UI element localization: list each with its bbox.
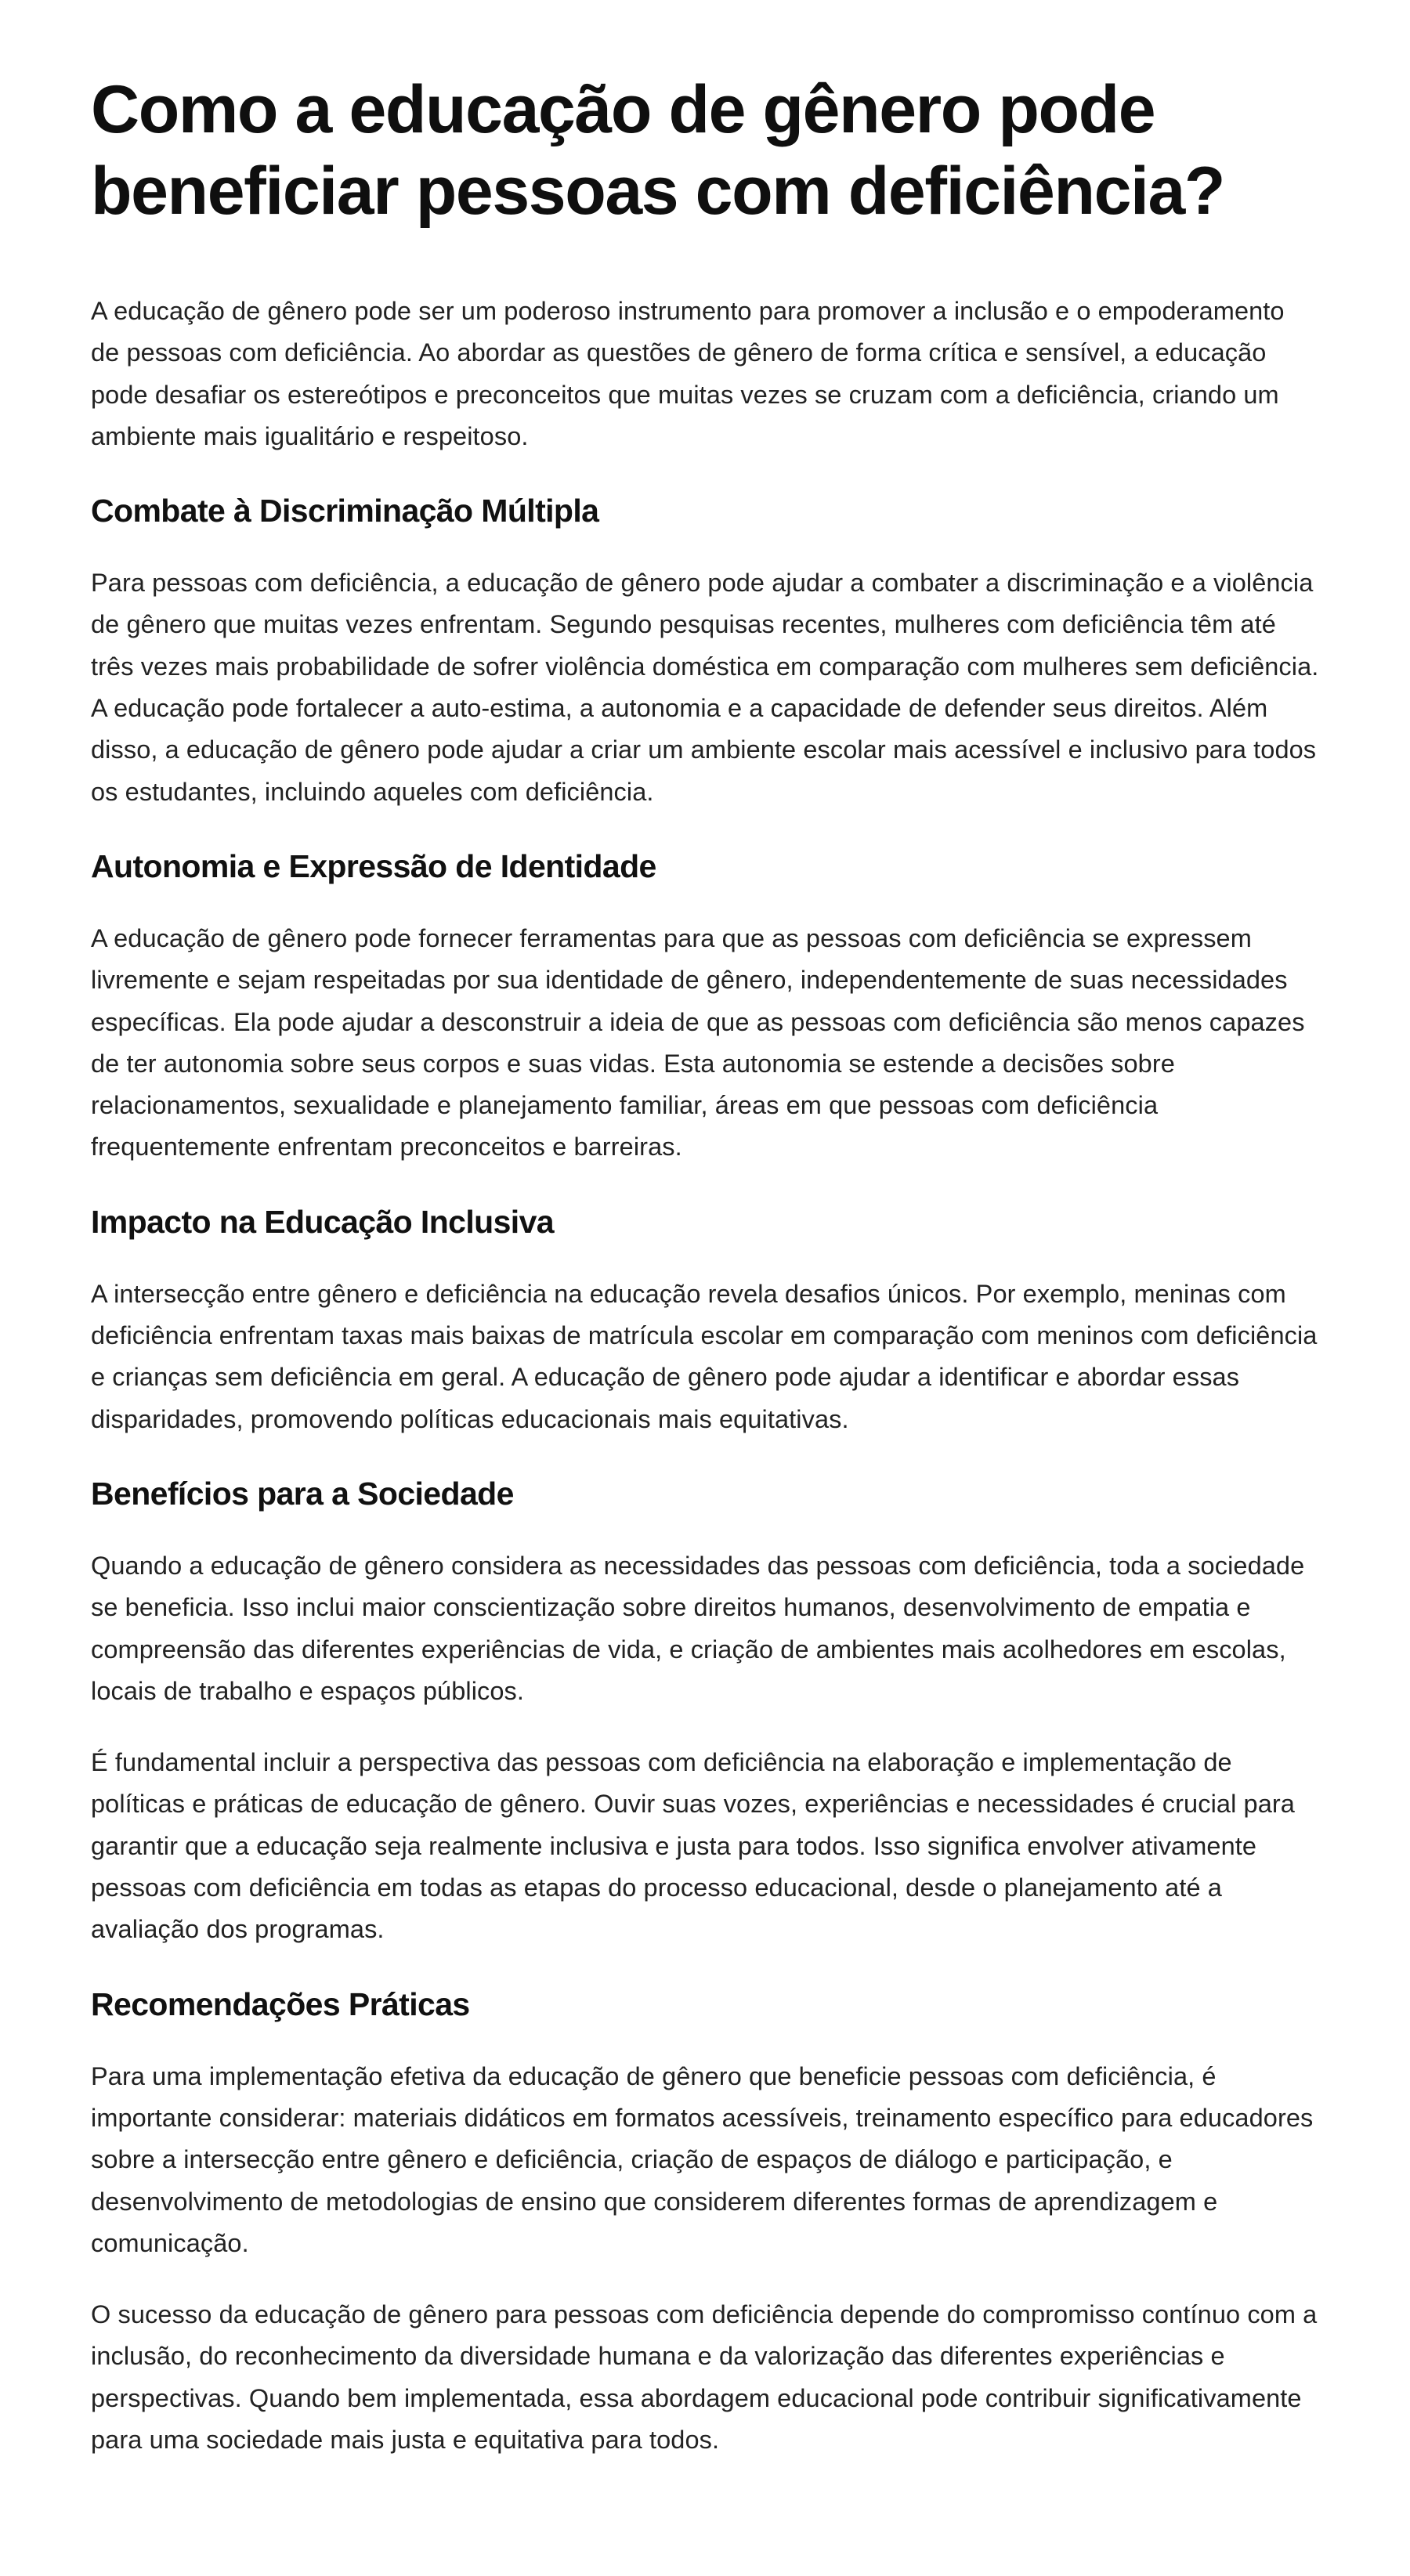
- section-paragraph: É fundamental incluir a perspectiva das pessoas com deficiência na elaboração e implementação de políticas e práticas de educação de gênero. Ouvir suas vozes, experiências e necessidades é crucial para garantir que a educação seja realmente inclusiva e justa para todos. Isso significa envolver ativamente pessoas com deficiência em todas as etapas do processo educacional, desde o planejamento até a avaliação dos programas.: [91, 1748, 1295, 1944]
- intro-paragraph: A educação de gênero pode ser um poderoso instrumento para promover a inclusão e o empoderamento de pessoas com deficiência. Ao abordar as questões de gênero de forma crítica e sensível, a educação pode desafiar os estereótipos e preconceitos que muitas vezes se cruzam com a deficiência, criando um ambiente mais igualitário e respeitoso.: [91, 297, 1285, 450]
- section-recomendacoes-praticas: [91, 1981, 1319, 2462]
- section-beneficios-sociedade: [91, 1470, 1319, 1951]
- section-heading: Recomendações Práticas: [91, 1985, 470, 2022]
- section-combate-discriminacao: [91, 487, 1319, 813]
- section-heading: Benefícios para a Sociedade: [91, 1475, 514, 1512]
- section-paragraph: A educação de gênero pode fornecer ferramentas para que as pessoas com deficiência se expressem livremente e sejam respeitadas por sua identidade de gênero, independentemente de suas necessidades específicas. Ela pode ajudar a desconstruir a ideia de que as pessoas com deficiência são menos capazes de ter autonomia sobre seus corpos e suas vidas. Esta autonomia se estende a decisões sobre relacionamentos, sexualidade e planejamento familiar, áreas em que pessoas com deficiência frequentemente enfrentam preconceitos e barreiras.: [91, 923, 1305, 1162]
- section-paragraph: Para pessoas com deficiência, a educação de gênero pode ajudar a combater a discriminação e a violência de gênero que muitas vezes enfrentam. Segundo pesquisas recentes, mulheres com deficiência têm até três vezes mais probabilidade de sofrer violência doméstica em comparação com mulheres sem deficiência. A educação pode fortalecer a auto-estima, a autonomia e a capacidade de defender seus direitos. Além disso, a educação de gênero pode ajudar a criar um ambiente escolar mais acessível e inclusivo para todos os estudantes, incluindo aqueles com deficiência.: [91, 569, 1319, 806]
- section-educacao-inclusiva: [91, 1198, 1319, 1440]
- section-heading: Impacto na Educação Inclusiva: [91, 1203, 554, 1240]
- section-paragraph: Quando a educação de gênero considera as necessidades das pessoas com deficiência, toda a sociedade se beneficia. Isso inclui maior conscientização sobre direitos humanos, desenvolvimento de empatia e compreensão das diferentes experiências de vida, e criação de ambientes mais acolhedores em escolas, locais de trabalho e espaços públicos.: [91, 1551, 1305, 1705]
- section-autonomia-identidade: [91, 843, 1319, 1169]
- section-paragraph: Para uma implementação efetiva da educação de gênero que beneficie pessoas com deficiência, é importante considerar: materiais didáticos em formatos acessíveis, treinamento específico para educadores sobre a intersecção entre gênero e deficiência, criação de espaços de diálogo e participação, e desenvolvimento de metodologias de ensino que considerem diferentes formas de aprendizagem e comunicação.: [91, 2061, 1314, 2257]
- section-paragraph: A intersecção entre gênero e deficiência na educação revela desafios únicos. Por exemplo, meninas com deficiência enfrentam taxas mais baixas de matrícula escolar em comparação com meninos com deficiência e crianças sem deficiência em geral. A educação de gênero pode ajudar a identificar e abordar essas disparidades, promovendo políticas educacionais mais equitativas.: [91, 1279, 1318, 1433]
- section-heading: Combate à Discriminação Múltipla: [91, 493, 599, 529]
- page-title: Como a educação de gênero pode beneficiar pessoas com deficiência?: [91, 72, 1225, 229]
- section-heading: Autonomia e Expressão de Identidade: [91, 847, 656, 884]
- section-paragraph: O sucesso da educação de gênero para pessoas com deficiência depende do compromisso contínuo com a inclusão, do reconhecimento da diversidade humana e da valorização das diferentes experiências e perspectivas. Quando bem implementada, essa abordagem educacional pode contribuir significativamente para uma sociedade mais justa e equitativa para todos.: [91, 2300, 1318, 2454]
